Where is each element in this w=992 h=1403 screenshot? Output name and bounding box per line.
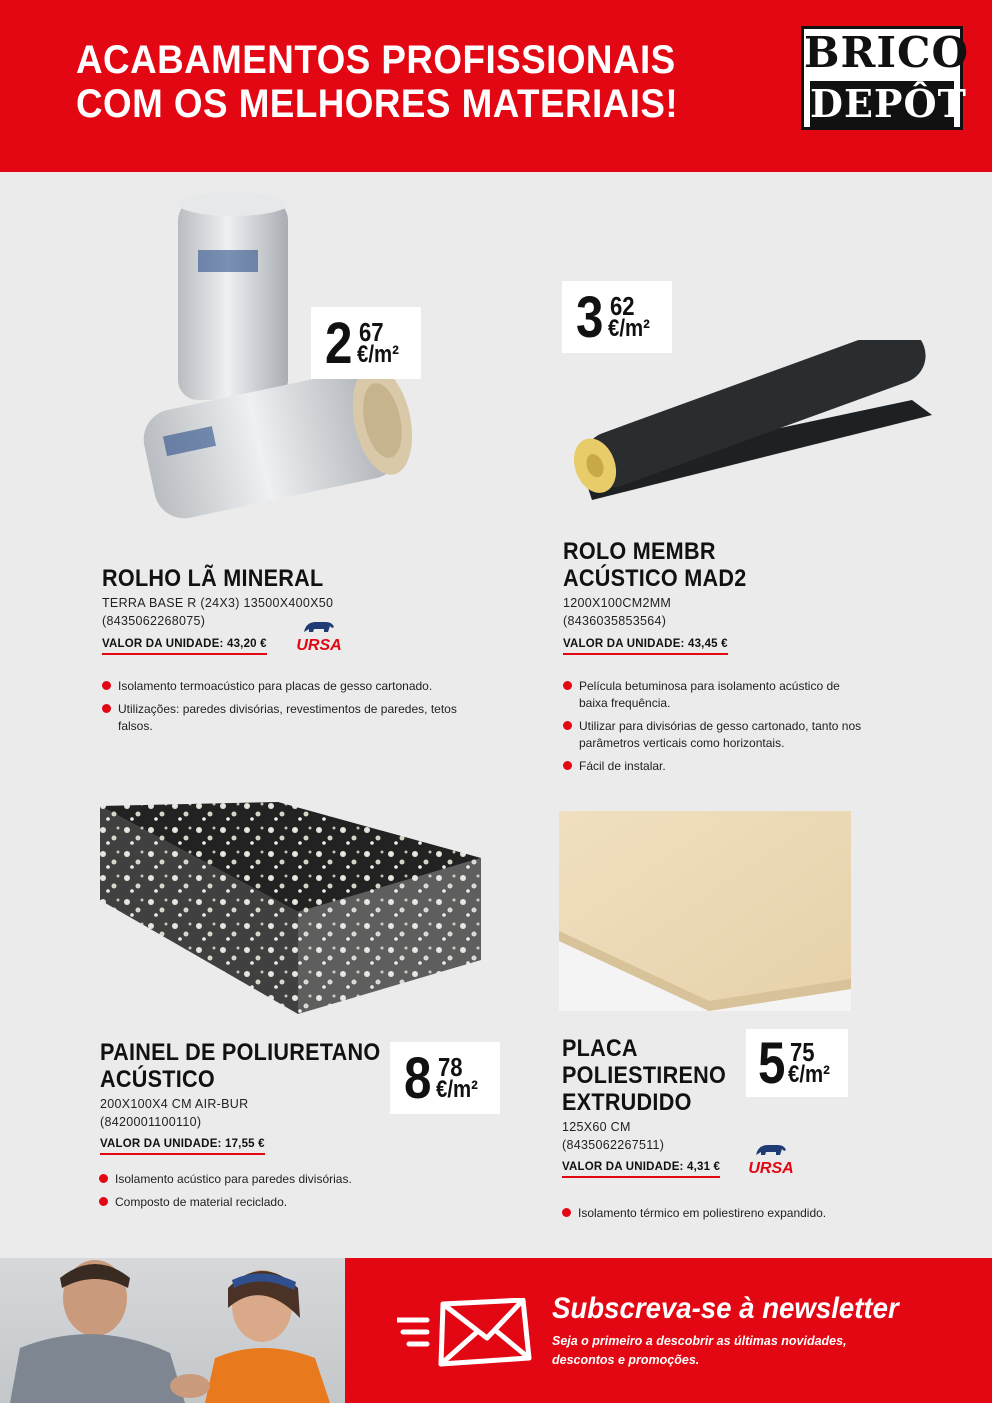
- brand-name: URSA: [748, 1160, 794, 1177]
- price-tag-polyurethane-panel: [390, 1042, 500, 1114]
- price-integer: 8: [404, 1046, 432, 1111]
- envelope-icon: [397, 1298, 533, 1368]
- price-integer: 5: [758, 1031, 786, 1096]
- product-name: ROLO MEMBR ACÚSTICO MAD2: [563, 538, 747, 592]
- feature-item: Composto de material reciclado.: [99, 1194, 419, 1211]
- brand-name: URSA: [296, 637, 342, 654]
- people-illustration: [0, 1258, 345, 1403]
- product-ean: (8435062268075): [102, 614, 206, 628]
- price-decimal: 75: [790, 1037, 815, 1067]
- price-unit: €/m²: [608, 315, 650, 342]
- product-name: PAINEL DE POLIURETANO ACÚSTICO: [100, 1039, 381, 1093]
- xps-board-image: [559, 811, 851, 1011]
- price-integer: 3: [576, 285, 604, 350]
- unit-value: VALOR DA UNIDADE: 43,45 €: [563, 638, 728, 655]
- feature-item: Fácil de instalar.: [563, 758, 863, 775]
- unit-value: VALOR DA UNIDADE: 4,31 €: [562, 1161, 720, 1178]
- newsletter-banner[interactable]: [345, 1258, 992, 1403]
- logo-text-bottom: DEPÔT: [810, 81, 967, 126]
- feature-list: [102, 678, 462, 741]
- product-ean: (8436035853564): [563, 614, 667, 628]
- product-spec: TERRA BASE R (24X3) 13500X400X50: [102, 596, 334, 610]
- polar-bear-icon: [754, 1141, 788, 1159]
- feature-list: [562, 1205, 882, 1228]
- unit-value: VALOR DA UNIDADE: 43,20 €: [102, 638, 267, 655]
- ursa-brand-logo: [288, 618, 350, 654]
- feature-item: Isolamento térmico em poliestireno expandido.: [562, 1205, 882, 1222]
- price-tag-mineral-wool: [311, 307, 421, 379]
- product-spec: 125X60 CM: [562, 1120, 631, 1134]
- feature-list: [563, 678, 863, 781]
- logo-text-top: BRICO: [804, 28, 970, 77]
- page-title: ACABAMENTOS PROFISSIONAIS COM OS MELHORES MATERIAIS!: [76, 38, 679, 126]
- product-name: ROLHO LÃ MINERAL: [102, 565, 324, 592]
- ursa-brand-logo: [740, 1141, 802, 1177]
- newsletter-title[interactable]: Subscreva-se à newsletter: [552, 1292, 899, 1325]
- price-decimal: 78: [438, 1052, 463, 1082]
- feature-item: Utilizações: paredes divisórias, revestimentos de paredes, tetos falsos.: [102, 701, 462, 735]
- feature-list: [99, 1171, 419, 1217]
- feature-item: Película betuminosa para isolamento acústico de baixa frequência.: [563, 678, 863, 712]
- product-spec: 200X100X4 CM AIR-BUR: [100, 1097, 249, 1111]
- product-ean: (8435062267511): [562, 1138, 665, 1152]
- polyurethane-panel-image: [98, 800, 483, 1016]
- feature-item: Isolamento termoacústico para placas de gesso cartonado.: [102, 678, 462, 695]
- price-decimal: 62: [610, 291, 635, 321]
- couple-photo: [0, 1258, 345, 1403]
- polar-bear-icon: [302, 618, 336, 636]
- price-unit: €/m²: [788, 1061, 830, 1088]
- price-unit: €/m²: [357, 341, 399, 368]
- price-decimal: 67: [359, 317, 384, 347]
- acoustic-membrane-image: [552, 340, 944, 500]
- brico-depot-logo[interactable]: [801, 26, 970, 130]
- header-banner: [0, 0, 992, 172]
- feature-item: Utilizar para divisórias de gesso cartonado, tanto nos parâmetros verticais como horizontais.: [563, 718, 863, 752]
- price-integer: 2: [325, 311, 353, 376]
- product-ean: (8420001100110): [100, 1115, 202, 1129]
- product-spec: 1200X100CM2MM: [563, 596, 672, 610]
- newsletter-text: Seja o primeiro a descobrir as últimas novidades, descontos e promoções.: [552, 1334, 847, 1367]
- unit-value: VALOR DA UNIDADE: 17,55 €: [100, 1138, 265, 1155]
- price-tag-xps-board: [746, 1029, 848, 1097]
- product-name: PLACA POLIESTIRENO EXTRUDIDO: [562, 1035, 727, 1116]
- feature-item: Isolamento acústico para paredes divisórias.: [99, 1171, 419, 1188]
- price-unit: €/m²: [436, 1076, 478, 1103]
